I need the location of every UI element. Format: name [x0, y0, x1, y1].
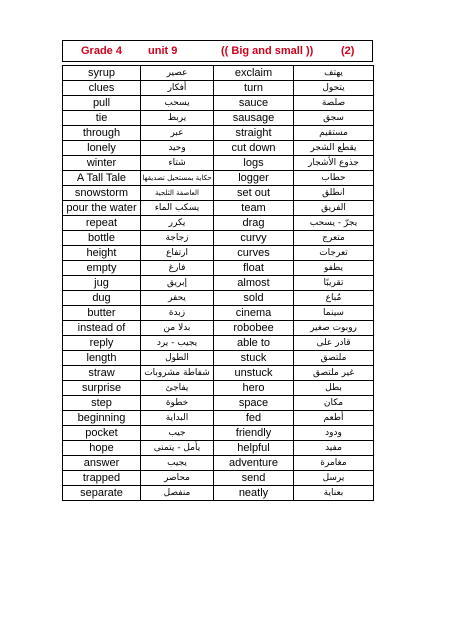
table-row — [63, 351, 374, 366]
table-row — [63, 396, 374, 411]
english-word-left: reply — [63, 336, 141, 351]
vocabulary-table-body — [63, 66, 374, 501]
english-word-right: send — [214, 471, 294, 486]
english-word-left: straw — [63, 366, 141, 381]
arabic-meaning-left: يحفر — [141, 291, 214, 306]
table-row — [63, 336, 374, 351]
table-row — [63, 156, 374, 171]
table-row — [63, 486, 374, 501]
english-word-right: unstuck — [214, 366, 294, 381]
english-word-left: dug — [63, 291, 141, 306]
arabic-meaning-left: شتاء — [141, 156, 214, 171]
arabic-meaning-left: فارغ — [141, 261, 214, 276]
arabic-meaning-right: تعرجات — [294, 246, 374, 261]
english-word-right: set out — [214, 186, 294, 201]
english-word-left: snowstorm — [63, 186, 141, 201]
table-row — [63, 261, 374, 276]
arabic-meaning-right: انطلق — [294, 186, 374, 201]
english-word-left: A Tall Tale — [63, 171, 141, 186]
table-row — [63, 426, 374, 441]
table-row — [63, 246, 374, 261]
english-word-right: cinema — [214, 306, 294, 321]
arabic-meaning-left: أفكار — [141, 81, 214, 96]
grade-label: Grade 4 — [81, 45, 122, 57]
part-label: (2) — [341, 45, 355, 57]
arabic-meaning-left: يسحب — [141, 96, 214, 111]
arabic-meaning-left: يسكب الماء — [141, 201, 214, 216]
english-word-right: cut down — [214, 141, 294, 156]
english-word-right: logs — [214, 156, 294, 171]
arabic-meaning-right: سينما — [294, 306, 374, 321]
english-word-left: pocket — [63, 426, 141, 441]
table-row — [63, 291, 374, 306]
arabic-meaning-left: شفاطة مشروبات — [141, 366, 214, 381]
arabic-meaning-left: إبريق — [141, 276, 214, 291]
table-row — [63, 366, 374, 381]
arabic-meaning-right: أطعم — [294, 411, 374, 426]
arabic-meaning-left: جيب — [141, 426, 214, 441]
arabic-meaning-left: يأمل - يتمنى — [141, 441, 214, 456]
english-word-right: space — [214, 396, 294, 411]
arabic-meaning-right: حطاب — [294, 171, 374, 186]
english-word-right: team — [214, 201, 294, 216]
english-word-right: stuck — [214, 351, 294, 366]
english-word-left: step — [63, 396, 141, 411]
english-word-right: curvy — [214, 231, 294, 246]
arabic-meaning-right: قادر على — [294, 336, 374, 351]
arabic-meaning-right: سجق — [294, 111, 374, 126]
arabic-meaning-left: العاصفة الثلجية — [141, 186, 214, 201]
table-row — [63, 471, 374, 486]
arabic-meaning-right: صلصة — [294, 96, 374, 111]
arabic-meaning-right: مُباع — [294, 291, 374, 306]
topic-label: (( Big and small )) — [221, 45, 314, 57]
arabic-meaning-right: يجرّ - يسحب — [294, 216, 374, 231]
table-row — [63, 186, 374, 201]
english-word-right: drag — [214, 216, 294, 231]
english-word-left: lonely — [63, 141, 141, 156]
arabic-meaning-right: غير ملتصق — [294, 366, 374, 381]
arabic-meaning-right: متعرج — [294, 231, 374, 246]
arabic-meaning-left: يجيب - يرد — [141, 336, 214, 351]
english-word-right: adventure — [214, 456, 294, 471]
arabic-meaning-left: حكاية بمستحيل تصديقها — [141, 171, 214, 186]
arabic-meaning-right: جذوع الأشجار — [294, 156, 374, 171]
table-row — [63, 231, 374, 246]
table-row — [63, 201, 374, 216]
english-word-right: straight — [214, 126, 294, 141]
arabic-meaning-right: يتحول — [294, 81, 374, 96]
arabic-meaning-right: مستقيم — [294, 126, 374, 141]
english-word-left: syrup — [63, 66, 141, 81]
table-row — [63, 141, 374, 156]
english-word-left: through — [63, 126, 141, 141]
english-word-right: curves — [214, 246, 294, 261]
english-word-left: pull — [63, 96, 141, 111]
english-word-left: separate — [63, 486, 141, 501]
table-row — [63, 441, 374, 456]
english-word-right: helpful — [214, 441, 294, 456]
arabic-meaning-right: يرسل — [294, 471, 374, 486]
table-row — [63, 306, 374, 321]
table-row — [63, 276, 374, 291]
arabic-meaning-left: البداية — [141, 411, 214, 426]
table-row — [63, 321, 374, 336]
english-word-left: repeat — [63, 216, 141, 231]
english-word-right: able to — [214, 336, 294, 351]
arabic-meaning-left: زبدة — [141, 306, 214, 321]
english-word-left: trapped — [63, 471, 141, 486]
english-word-left: clues — [63, 81, 141, 96]
english-word-left: pour the water — [63, 201, 141, 216]
english-word-left: answer — [63, 456, 141, 471]
english-word-left: winter — [63, 156, 141, 171]
arabic-meaning-right: بعناية — [294, 486, 374, 501]
english-word-left: jug — [63, 276, 141, 291]
arabic-meaning-left: عبر — [141, 126, 214, 141]
table-row — [63, 66, 374, 81]
english-word-right: almost — [214, 276, 294, 291]
english-word-right: sold — [214, 291, 294, 306]
arabic-meaning-right: ملتصق — [294, 351, 374, 366]
arabic-meaning-right: ودود — [294, 426, 374, 441]
arabic-meaning-right: الفريق — [294, 201, 374, 216]
english-word-left: bottle — [63, 231, 141, 246]
english-word-left: hope — [63, 441, 141, 456]
arabic-meaning-right: بطل — [294, 381, 374, 396]
arabic-meaning-left: بدلا من — [141, 321, 214, 336]
title-bar — [62, 40, 373, 62]
arabic-meaning-right: مكان — [294, 396, 374, 411]
table-row — [63, 216, 374, 231]
english-word-right: logger — [214, 171, 294, 186]
english-word-left: length — [63, 351, 141, 366]
english-word-left: butter — [63, 306, 141, 321]
arabic-meaning-left: محاصر — [141, 471, 214, 486]
arabic-meaning-right: يهتف — [294, 66, 374, 81]
table-row — [63, 171, 374, 186]
arabic-meaning-right: روبوت صغير — [294, 321, 374, 336]
vocabulary-table — [62, 65, 374, 501]
table-row — [63, 81, 374, 96]
arabic-meaning-left: ارتفاع — [141, 246, 214, 261]
table-row — [63, 456, 374, 471]
english-word-right: exclaim — [214, 66, 294, 81]
table-row — [63, 111, 374, 126]
table-row — [63, 96, 374, 111]
arabic-meaning-right: يطفو — [294, 261, 374, 276]
english-word-right: hero — [214, 381, 294, 396]
arabic-meaning-left: زجاجة — [141, 231, 214, 246]
arabic-meaning-right: تقريبًا — [294, 276, 374, 291]
english-word-right: neatly — [214, 486, 294, 501]
english-word-right: turn — [214, 81, 294, 96]
english-word-right: robobee — [214, 321, 294, 336]
arabic-meaning-left: منفصل — [141, 486, 214, 501]
arabic-meaning-left: يربط — [141, 111, 214, 126]
arabic-meaning-left: وحيد — [141, 141, 214, 156]
table-row — [63, 381, 374, 396]
arabic-meaning-left: الطول — [141, 351, 214, 366]
arabic-meaning-left: عصير — [141, 66, 214, 81]
table-row — [63, 126, 374, 141]
english-word-left: empty — [63, 261, 141, 276]
english-word-left: beginning — [63, 411, 141, 426]
unit-label: unit 9 — [148, 45, 178, 57]
english-word-right: friendly — [214, 426, 294, 441]
english-word-right: sausage — [214, 111, 294, 126]
arabic-meaning-left: خطوة — [141, 396, 214, 411]
arabic-meaning-right: مفيد — [294, 441, 374, 456]
table-row — [63, 411, 374, 426]
arabic-meaning-right: يقطع الشجر — [294, 141, 374, 156]
arabic-meaning-left: يفاجئ — [141, 381, 214, 396]
english-word-left: instead of — [63, 321, 141, 336]
english-word-right: float — [214, 261, 294, 276]
arabic-meaning-right: مغامرة — [294, 456, 374, 471]
vocabulary-sheet — [62, 40, 373, 501]
english-word-right: fed — [214, 411, 294, 426]
english-word-left: height — [63, 246, 141, 261]
arabic-meaning-left: يكرر — [141, 216, 214, 231]
arabic-meaning-left: يجيب — [141, 456, 214, 471]
english-word-right: sauce — [214, 96, 294, 111]
english-word-left: surprise — [63, 381, 141, 396]
english-word-left: tie — [63, 111, 141, 126]
